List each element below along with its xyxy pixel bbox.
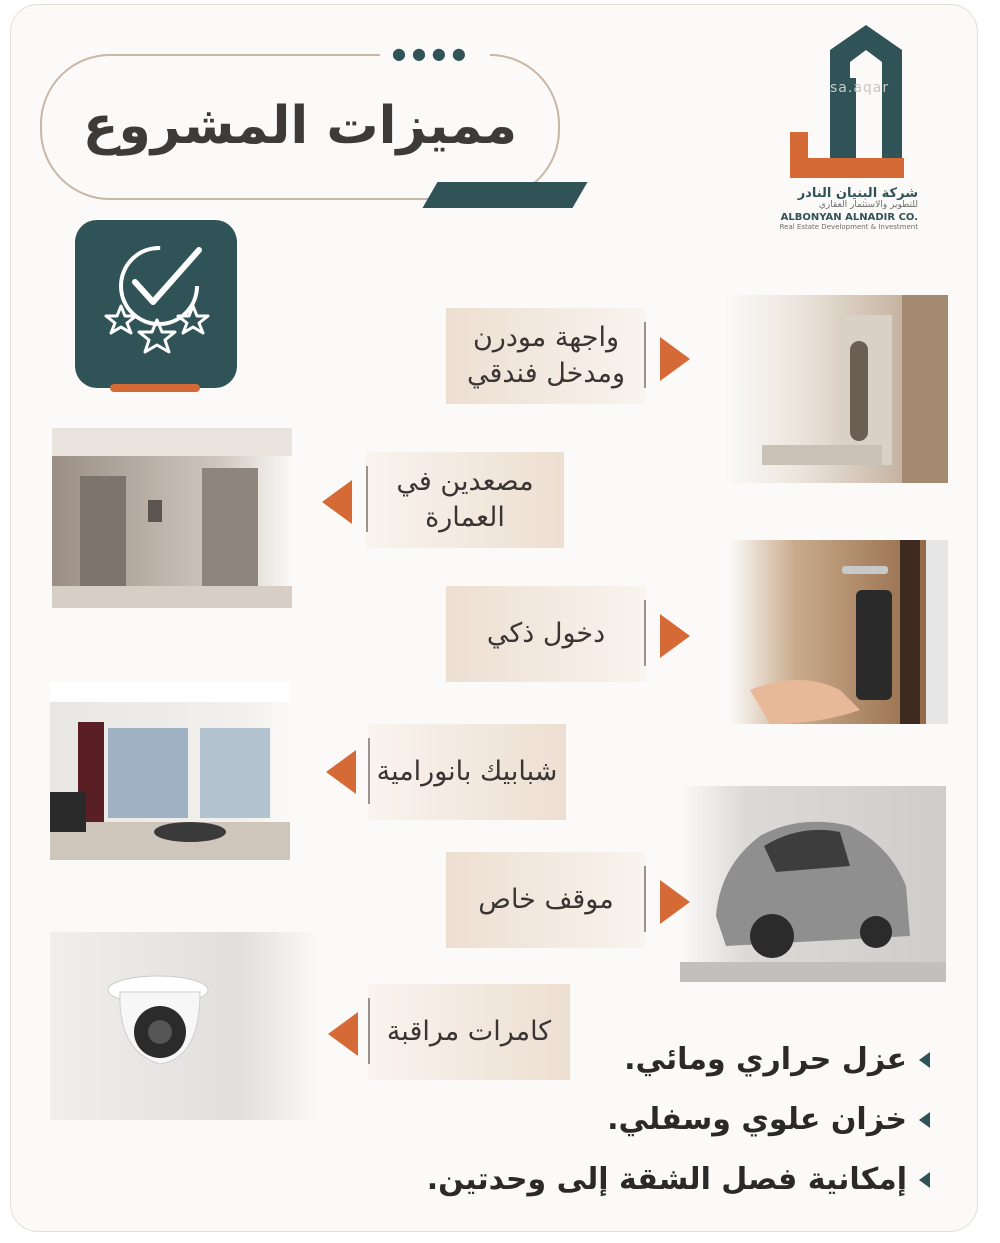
- bullet-item: [624, 1042, 930, 1077]
- feature-divider: [644, 866, 646, 932]
- bullet-item: [607, 1102, 930, 1137]
- feature-label-parking: موقف خاص: [446, 852, 646, 948]
- arrow-left-icon: [328, 1012, 358, 1056]
- logo-name-english: ALBONYAN ALNADIR CO.: [780, 212, 918, 223]
- bullet-text: عزل حراري ومائي.: [624, 1042, 907, 1077]
- title-dots-decoration: ●●●●: [392, 44, 472, 63]
- feature-divider: [644, 600, 646, 666]
- feature-label-windows: شبابيك بانورامية: [368, 724, 566, 820]
- hotel-lobby-photo: [722, 295, 948, 483]
- feature-divider: [368, 738, 370, 804]
- check-stars-icon: [75, 220, 237, 388]
- feature-divider: [644, 322, 646, 388]
- bullet-item: [427, 1162, 930, 1197]
- logo-subtitle-english: Real Estate Development & Investment: [779, 223, 918, 231]
- car-photo: [680, 786, 946, 982]
- security-camera-photo: [50, 932, 320, 1120]
- bullet-text: خزان علوي وسفلي.: [607, 1102, 907, 1137]
- feature-divider: [366, 466, 368, 532]
- badge-accent-bar: [110, 384, 200, 392]
- elevators-photo: [52, 428, 292, 608]
- arrow-right-icon: [660, 880, 690, 924]
- feature-label-facade: واجهة مودرن ومدخل فندقي: [446, 308, 646, 404]
- bullet-text: إمكانية فصل الشقة إلى وحدتين.: [426, 1162, 907, 1197]
- arrow-right-icon: [660, 614, 690, 658]
- features-badge: [75, 220, 237, 388]
- bullet-triangle-icon: [919, 1172, 930, 1188]
- page-title: مميزات المشروع: [82, 96, 518, 156]
- feature-divider: [368, 998, 370, 1064]
- logo-name-arabic: شركة البنيان النادر: [797, 186, 918, 201]
- logo-subtitle-arabic: للتطوير والاستثمار العقاري: [818, 200, 918, 210]
- panoramic-window-photo: [50, 682, 290, 860]
- bullet-triangle-icon: [919, 1052, 930, 1068]
- feature-label-cameras: كامرات مراقبة: [368, 984, 570, 1080]
- smart-lock-photo: [730, 540, 948, 724]
- arrow-right-icon: [660, 337, 690, 381]
- arrow-left-icon: [322, 480, 352, 524]
- bullet-triangle-icon: [919, 1112, 930, 1128]
- feature-label-smart-entry: دخول ذكي: [446, 586, 646, 682]
- feature-label-elevators: مصعدين في العمارة: [366, 452, 564, 548]
- title-accent-bar: [422, 182, 587, 208]
- arrow-left-icon: [326, 750, 356, 794]
- watermark-text: sa.aqar: [830, 80, 890, 96]
